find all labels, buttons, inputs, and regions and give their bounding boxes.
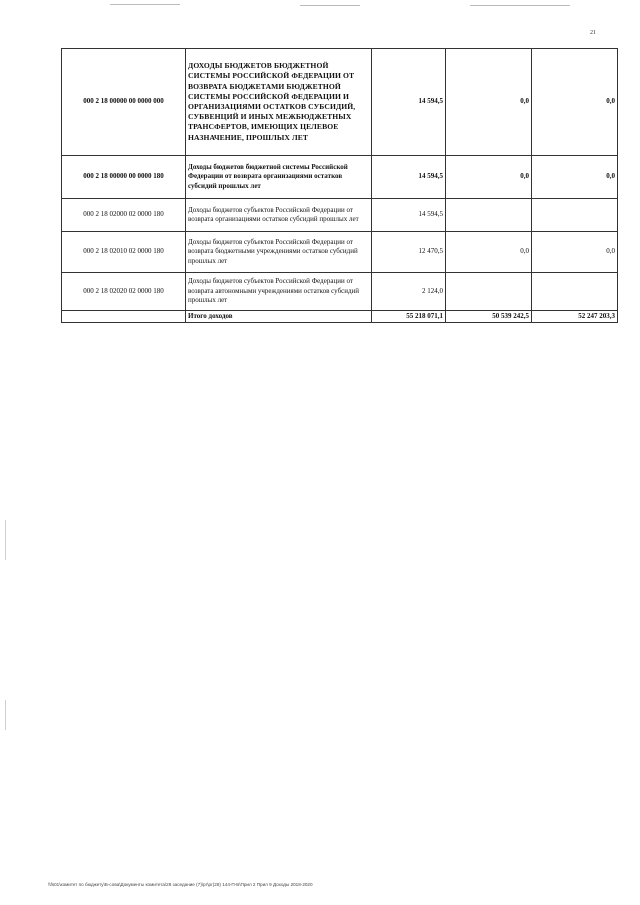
revenue-name: Доходы бюджетов субъектов Российской Федерации от возврата бюджетными учреждениями остатков субсидий прошлых лет xyxy=(186,232,372,273)
value-year-2: 0,0 xyxy=(446,156,532,199)
file-path-footer: \\fs01\комитет по бюджету\Б-сова\Документы комитета\28 заседание (7)\рг\рг(28) 144-П-Б\Прил 2 Прил 9 Доходы 2018-2020 xyxy=(48,882,313,887)
budget-code: 000 2 18 02020 02 0000 180 xyxy=(62,273,186,311)
scan-speck xyxy=(300,5,360,6)
budget-code: 000 2 18 02010 02 0000 180 xyxy=(62,232,186,273)
budget-code: 000 2 18 00000 00 0000 000 xyxy=(62,49,186,156)
total-year-1: 55 218 071,1 xyxy=(372,311,446,323)
page-number: 21 xyxy=(590,30,596,36)
value-year-2: 0,0 xyxy=(446,49,532,156)
revenue-name: ДОХОДЫ БЮДЖЕТОВ БЮДЖЕТНОЙ СИСТЕМЫ РОССИЙСКОЙ ФЕДЕРАЦИИ ОТ ВОЗВРАТА БЮДЖЕТАМИ БЮДЖЕТНОЙ СИСТЕМЫ РОССИЙСКОЙ ФЕДЕРАЦИИ И ОРГАНИЗАЦИЯМИ ОСТАТКОВ СУБСИДИЙ, СУБВЕНЦИЙ И ИНЫХ МЕЖБЮДЖЕТНЫХ ТРАНСФЕРТОВ, ИМЕЮЩИХ ЦЕЛЕВОЕ НАЗНАЧЕНИЕ, ПРОШЛЫХ ЛЕТ xyxy=(186,49,372,156)
value-year-3: 0,0 xyxy=(532,49,618,156)
table-row xyxy=(62,156,618,199)
value-year-2 xyxy=(446,199,532,232)
table-row xyxy=(62,49,618,156)
value-year-2: 0,0 xyxy=(446,232,532,273)
value-year-3: 0,0 xyxy=(532,232,618,273)
table-row xyxy=(62,232,618,273)
value-year-1: 2 124,0 xyxy=(372,273,446,311)
revenue-name: Доходы бюджетов бюджетной системы Российской Федерации от возврата организациями остатков субсидий прошлых лет xyxy=(186,156,372,199)
value-year-1: 12 470,5 xyxy=(372,232,446,273)
total-year-2: 50 539 242,5 xyxy=(446,311,532,323)
scan-edge-mark xyxy=(5,700,6,730)
value-year-3 xyxy=(532,199,618,232)
value-year-3: 0,0 xyxy=(532,156,618,199)
revenue-table xyxy=(61,48,618,323)
budget-code: 000 2 18 02000 02 0000 180 xyxy=(62,199,186,232)
table-row xyxy=(62,199,618,232)
value-year-1: 14 594,5 xyxy=(372,156,446,199)
total-code-empty xyxy=(62,311,186,323)
table-row xyxy=(62,273,618,311)
value-year-3 xyxy=(532,273,618,311)
scan-speck xyxy=(110,4,180,5)
value-year-1: 14 594,5 xyxy=(372,49,446,156)
total-row xyxy=(62,311,618,323)
revenue-name: Доходы бюджетов субъектов Российской Федерации от возврата организациями остатков субсидий прошлых лет xyxy=(186,199,372,232)
total-year-3: 52 247 203,3 xyxy=(532,311,618,323)
value-year-2 xyxy=(446,273,532,311)
budget-code: 000 2 18 00000 00 0000 180 xyxy=(62,156,186,199)
revenue-name: Доходы бюджетов субъектов Российской Федерации от возврата автономными учреждениями остатков субсидий прошлых лет xyxy=(186,273,372,311)
scan-edge-mark xyxy=(5,520,6,560)
value-year-1: 14 594,5 xyxy=(372,199,446,232)
scan-speck xyxy=(470,5,570,6)
total-label: Итого доходов xyxy=(186,311,372,323)
